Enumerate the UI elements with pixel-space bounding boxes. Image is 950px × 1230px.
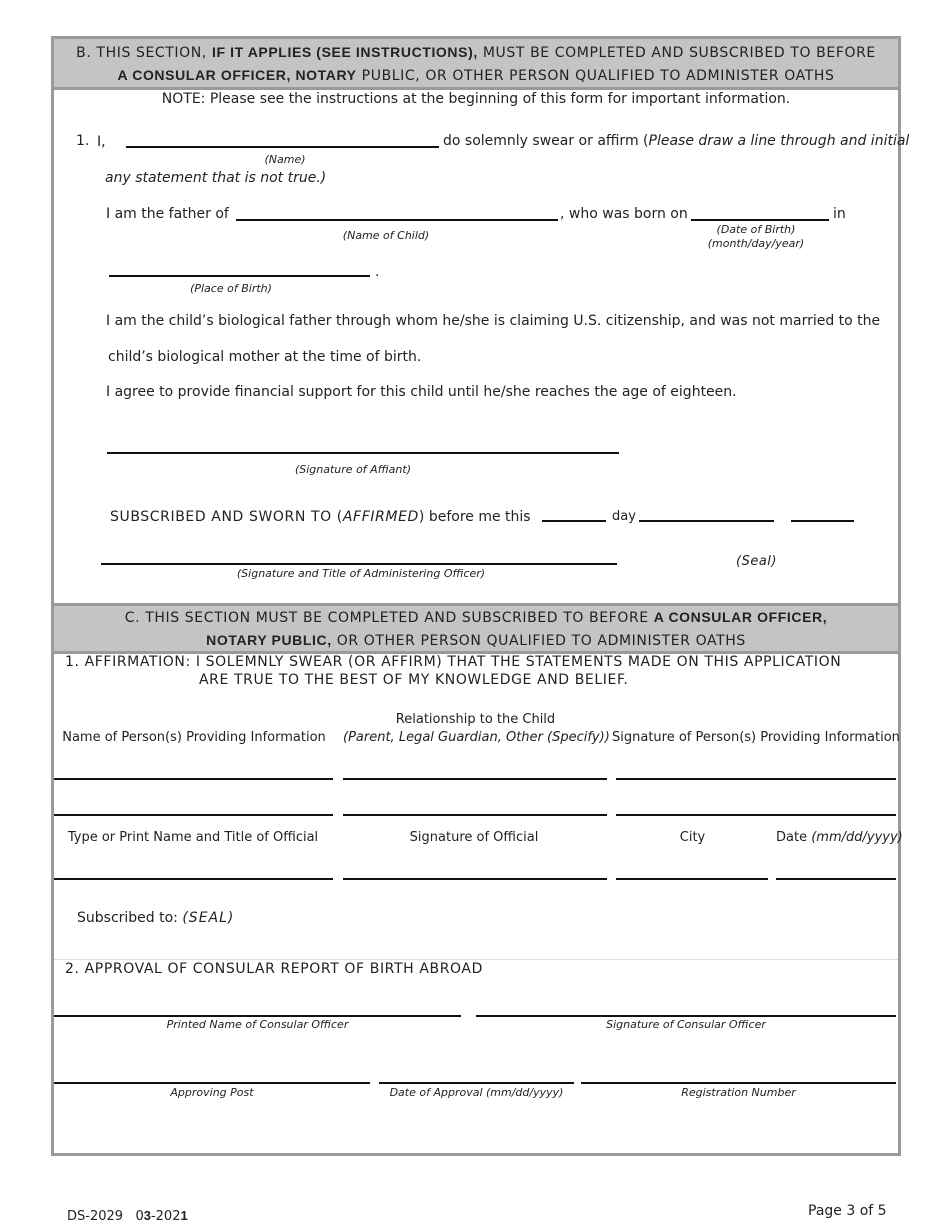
header-bold: NOTARY PUBLIC, <box>206 632 332 648</box>
bio-father-text-cont: child’s biological mother at the time of birth. <box>108 349 422 365</box>
year-field[interactable] <box>791 520 854 522</box>
col-header-relationship: Relationship to the Child <box>395 712 556 727</box>
in-label: in <box>833 206 846 222</box>
consular-signature-field[interactable] <box>476 1015 896 1017</box>
col-header-signature-official: Signature of Official <box>409 830 539 845</box>
consular-name-field[interactable] <box>54 1015 461 1017</box>
header-text: OR OTHER PERSON QUALIFIED TO ADMINISTER OATHS <box>331 633 746 649</box>
form-id: DS-2029 03-2021 <box>67 1208 188 1224</box>
person-signature-field-2[interactable] <box>616 814 896 816</box>
col-header-official: Type or Print Name and Title of Official <box>67 830 319 845</box>
name-field[interactable] <box>126 146 439 148</box>
header-text: MUST BE COMPLETED AND SUBSCRIBED TO BEFORE <box>477 45 876 61</box>
page-number: Page 3 of 5 <box>808 1203 887 1219</box>
day-label: day <box>612 509 636 524</box>
approving-post-caption: Approving Post <box>170 1086 254 1099</box>
place-of-birth-field[interactable] <box>109 275 370 277</box>
date-of-approval-field[interactable] <box>379 1082 574 1084</box>
col-header-name: Name of Person(s) Providing Information <box>62 730 326 745</box>
name-caption: (Name) <box>264 153 306 166</box>
person-signature-field-1[interactable] <box>616 778 896 780</box>
subscribed-text: SUBSCRIBED AND SWORN TO (AFFIRMED) before me this <box>110 509 531 525</box>
divider <box>54 959 898 960</box>
support-text: I agree to provide financial support for this child until he/she reaches the age of eighteen. <box>106 384 737 400</box>
header-bold: A CONSULAR OFFICER, <box>653 609 828 625</box>
subscribed-to-label: Subscribed to: (SEAL) <box>77 910 235 926</box>
city-field[interactable] <box>616 878 768 880</box>
affirmation-text: 1. AFFIRMATION: I SOLEMNLY SWEAR (OR AFFIRM) THAT THE STATEMENTS MADE ON THIS APPLICATION <box>65 654 842 670</box>
child-name-caption: (Name of Child) <box>342 229 430 242</box>
col-header-date: Date (mm/dd/yyyy) <box>776 830 903 845</box>
dob-caption: (Date of Birth) <box>716 223 796 236</box>
affiant-signature-field[interactable] <box>107 452 619 454</box>
affiant-caption: (Signature of Affiant) <box>294 463 412 476</box>
col-header-signature: Signature of Person(s) Providing Information <box>612 730 900 745</box>
item-number: 1. <box>76 133 90 149</box>
note-text: NOTE: Please see the instructions at the beginning of this form for important information. <box>161 91 791 107</box>
approving-post-field[interactable] <box>54 1082 370 1084</box>
dob-format-caption: (month/day/year) <box>707 237 805 250</box>
bio-father-text: I am the child’s biological father through whom he/she is claiming U.S. citizenship, and was not married to the <box>106 313 881 329</box>
col-header-city: City <box>679 830 706 845</box>
swear-continued: any statement that is not true.) <box>105 170 327 186</box>
header-text: C. THIS SECTION MUST BE COMPLETED AND SUBSCRIBED TO BEFORE <box>124 610 654 626</box>
person-name-field-1[interactable] <box>54 778 333 780</box>
place-of-birth-caption: (Place of Birth) <box>190 282 272 295</box>
official-name-field[interactable] <box>54 878 333 880</box>
child-name-field[interactable] <box>236 219 558 221</box>
officer-caption: (Signature and Title of Administering Officer) <box>236 567 486 580</box>
date-of-birth-field[interactable] <box>691 219 829 221</box>
affirmation-text-cont: ARE TRUE TO THE BEST OF MY KNOWLEDGE AND BELIEF. <box>199 672 629 688</box>
header-text: B. THIS SECTION, <box>76 45 212 61</box>
section-c-header <box>54 606 898 651</box>
registration-number-field[interactable] <box>581 1082 896 1084</box>
person-name-field-2[interactable] <box>54 814 333 816</box>
approval-heading: 2. APPROVAL OF CONSULAR REPORT OF BIRTH ABROAD <box>65 961 483 977</box>
period: . <box>375 264 380 280</box>
seal-label: (Seal) <box>736 554 777 569</box>
header-bold: IF IT APPLIES (SEE INSTRUCTIONS), <box>211 44 478 60</box>
swear-text: do solemnly swear or affirm (Please draw a line through and initial <box>443 133 910 149</box>
born-on-label: , who was born on <box>560 206 688 222</box>
col-header-relationship-sub: (Parent, Legal Guardian, Other (Specify)) <box>343 730 610 745</box>
registration-number-caption: Registration Number <box>681 1086 796 1099</box>
date-of-approval-caption: Date of Approval (mm/dd/yyyy) <box>389 1086 564 1099</box>
relationship-field-2[interactable] <box>343 814 607 816</box>
divider <box>54 87 898 90</box>
father-of-label: I am the father of <box>106 206 229 222</box>
printed-name-caption: Printed Name of Consular Officer <box>166 1018 349 1031</box>
i-label: I, <box>97 134 106 150</box>
header-text: PUBLIC, OR OTHER PERSON QUALIFIED TO ADMINISTER OATHS <box>356 68 835 84</box>
day-field[interactable] <box>542 520 606 522</box>
relationship-field-1[interactable] <box>343 778 607 780</box>
section-b-header <box>54 39 898 89</box>
officer-signature-field[interactable] <box>101 563 617 565</box>
date-field[interactable] <box>776 878 896 880</box>
header-bold: A CONSULAR OFFICER, NOTARY <box>117 67 357 83</box>
month-field[interactable] <box>639 520 774 522</box>
consular-signature-caption: Signature of Consular Officer <box>606 1018 766 1031</box>
official-signature-field[interactable] <box>343 878 607 880</box>
